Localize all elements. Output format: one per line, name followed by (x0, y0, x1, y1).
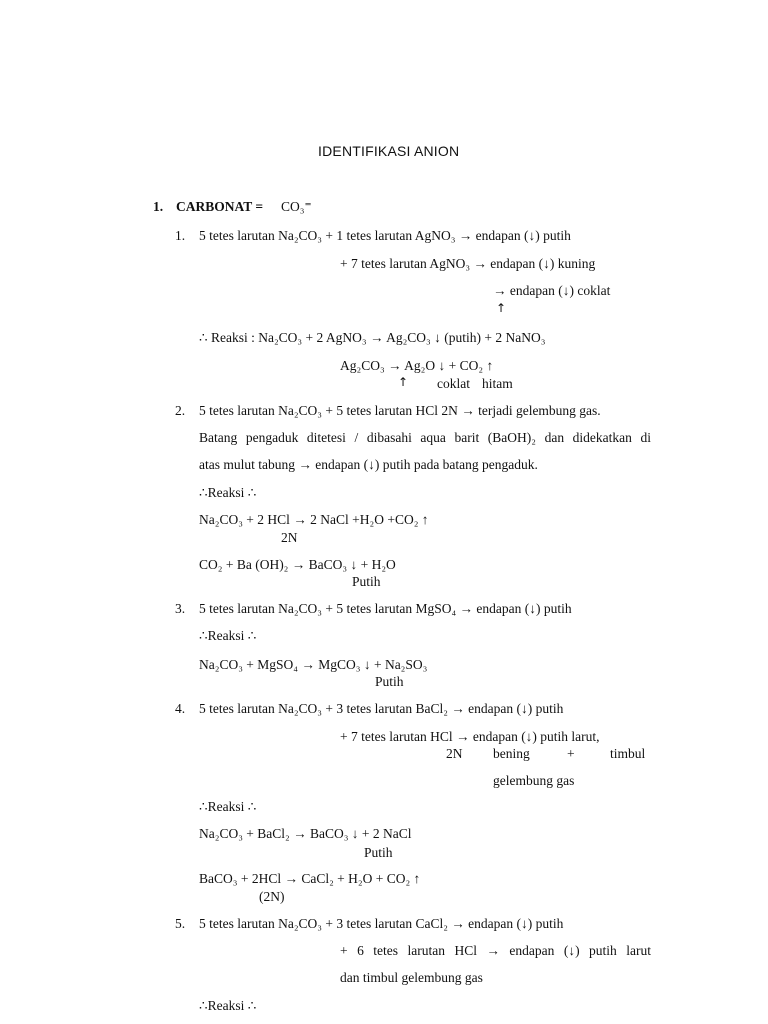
item-1-reaction-2: Ag₂CO₃ → Ag₂O ↓ + CO₂ ↑ (340, 358, 494, 373)
item-4-word-bening: bening (493, 746, 530, 761)
item-2-reaction-2-note: Putih (352, 574, 381, 589)
item-4-line-2: + 7 tetes larutan HCl → endapan (↓) putih larut, (340, 729, 600, 744)
item-2-line-1: 5 tetes larutan Na₂CO₃ + 5 tetes larutan HCl 2N → terjadi gelembung gas. (199, 403, 601, 418)
item-3-reaction-1: Na₂CO₃ + MgSO₄ → MgCO₃ ↓ + Na₂SO₃ (199, 657, 428, 672)
item-1-line-3: → endapan (↓) coklat (493, 283, 611, 298)
item-2-reaction-1-note: 2N (281, 530, 298, 545)
item-4-line-1: 5 tetes larutan Na₂CO₃ + 3 tetes larutan BaCl₂ → endapan (↓) putih (199, 701, 564, 716)
item-4-line-gas: gelembung gas (493, 773, 575, 788)
item-4-word-timbul: timbul (610, 746, 646, 761)
item-1-reaction-2-note-1: coklat (437, 376, 470, 391)
item-1-reaction-1: ∴ Reaksi : Na₂CO₃ + 2 AgNO₃ → Ag₂CO₃ ↓ (putih) + 2 NaNO₃ (199, 330, 546, 345)
item-3-number: 3. (175, 601, 186, 616)
item-4-reaction-2-note: (2N) (259, 889, 285, 904)
section-heading: CARBONAT = (176, 199, 264, 214)
page-title: IDENTIFIKASI ANION (318, 143, 460, 159)
item-3-reaksi-label: ∴Reaksi ∴ (199, 628, 257, 643)
item-2-reaksi-label: ∴Reaksi ∴ (199, 485, 257, 500)
section-ion: CO₃⁼ (281, 199, 312, 214)
item-5-line-2: + 6 tetes larutan HCl → endapan (↓) putih larut (340, 943, 651, 958)
item-1-line-1: 5 tetes larutan Na₂CO₃ + 1 tetes larutan AgNO₃ → endapan (↓) putih (199, 228, 571, 243)
item-4-word-plus: + (567, 746, 575, 761)
item-2-reaction-2: CO₂ + Ba (OH)₂ → BaCO₃ ↓ + H₂O (199, 557, 396, 572)
item-2-line-3: atas mulut tabung → endapan (↓) putih pada batang pengaduk. (199, 457, 538, 472)
item-3-line-1: 5 tetes larutan Na₂CO₃ + 5 tetes larutan MgSO₄ → endapan (↓) putih (199, 601, 572, 616)
item-5-number: 5. (175, 916, 186, 931)
item-1-reaction-2-arrow: ↑ (398, 375, 409, 389)
item-4-reaction-2: BaCO₃ + 2HCl → CaCl₂ + H₂O + CO₂ ↑ (199, 871, 421, 886)
item-4-reaksi-label: ∴Reaksi ∴ (199, 799, 257, 814)
item-1-line-2: + 7 tetes larutan AgNO₃ → endapan (↓) kuning (340, 256, 596, 271)
item-5-reaksi-label: ∴Reaksi ∴ (199, 998, 257, 1013)
item-3-reaction-1-note: Putih (375, 674, 404, 689)
item-4-reaction-1-note: Putih (364, 845, 393, 860)
item-4-concentration: 2N (446, 746, 463, 761)
item-2-line-2: Batang pengaduk ditetesi / dibasahi aqua barit (BaOH)₂ dan didekatkan di (199, 430, 651, 445)
item-4-number: 4. (175, 701, 186, 716)
item-1-number: 1. (175, 228, 186, 243)
item-5-line-1: 5 tetes larutan Na₂CO₃ + 3 tetes larutan CaCl₂ → endapan (↓) putih (199, 916, 564, 931)
section-number: 1. (153, 199, 164, 214)
item-1-up-arrow: ↑ (496, 301, 507, 315)
item-2-reaction-1: Na₂CO₃ + 2 HCl → 2 NaCl +H₂O +CO₂ ↑ (199, 512, 429, 527)
item-1-reaction-2-note-2: hitam (482, 376, 513, 391)
item-5-line-3: dan timbul gelembung gas (340, 970, 483, 985)
item-4-reaction-1: Na₂CO₃ + BaCl₂ → BaCO₃ ↓ + 2 NaCl (199, 826, 412, 841)
item-2-number: 2. (175, 403, 186, 418)
